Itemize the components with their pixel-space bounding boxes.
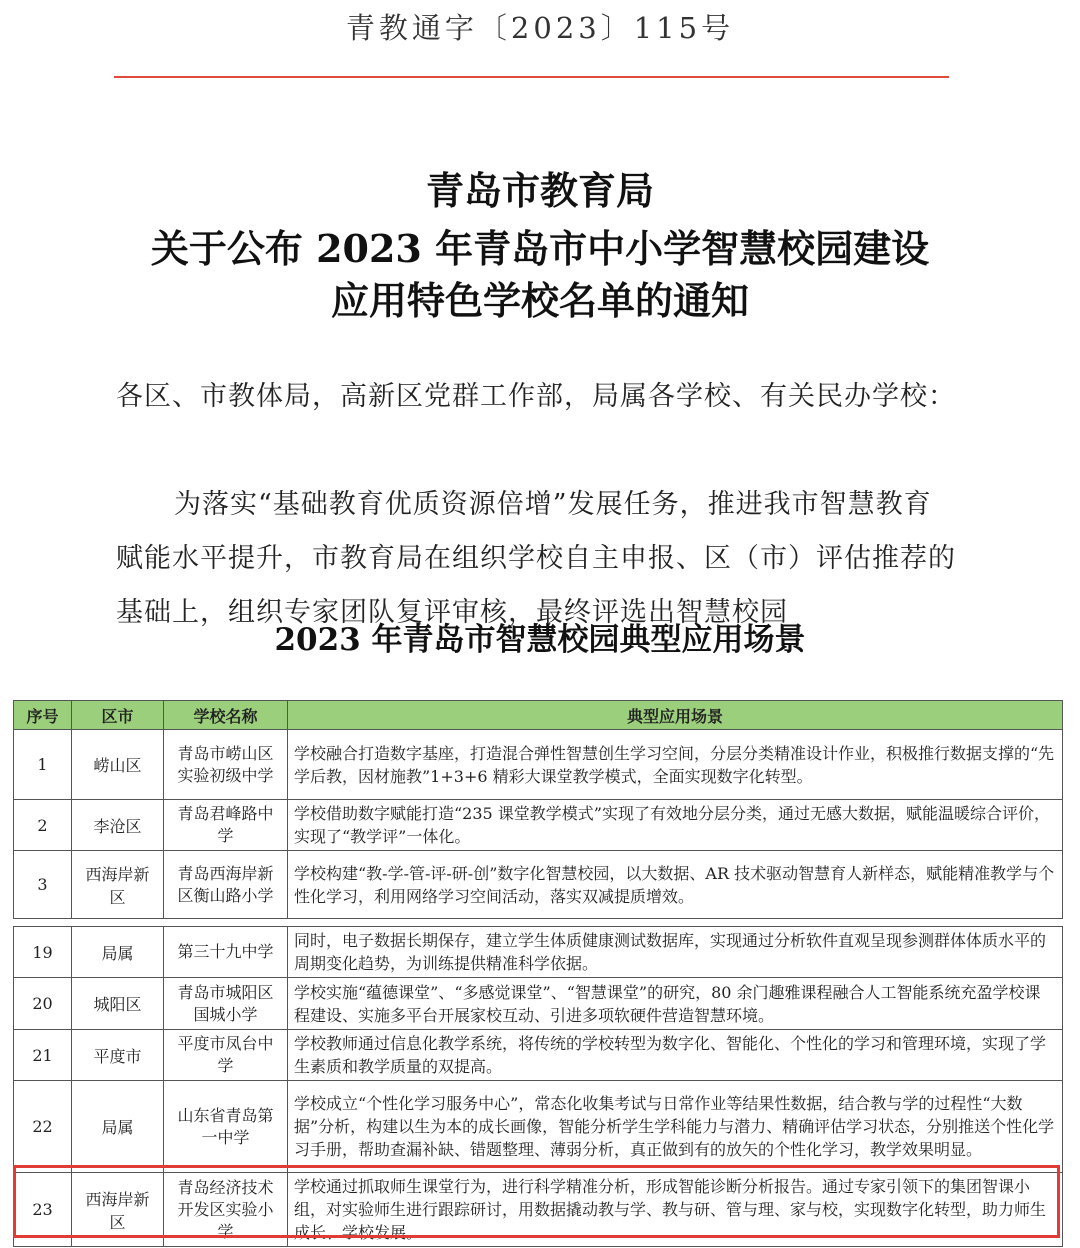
row-no: 20: [14, 978, 72, 1030]
row-district: 局属: [72, 927, 164, 978]
row-scene: 学校构建“教-学-管-评-研-创”数字化智慧校园，以大数据、AR 技术驱动智慧育人新样态，赋能精准教学与个性化学习，利用网络学习空间活动，落实双减提质增效。: [288, 851, 1063, 919]
row-scene: 学校通过抓取师生课堂行为，进行科学精准分析，形成智能诊断分析报告。通过专家引领下的集团智课小组，对实验师生进行跟踪研讨，用数据撬动教与学、教与研、管与理、家与校，实现数字化转型，助力师生成长、学校发展。: [288, 1173, 1063, 1247]
row-no: 2: [14, 800, 72, 851]
title-line-3: 应用特色学校名单的通知: [330, 278, 749, 323]
row-no: 19: [14, 927, 72, 978]
row-district: 平度市: [72, 1030, 164, 1081]
header-scene: 典型应用场景: [288, 701, 1063, 730]
table-row: [14, 927, 1063, 978]
row-district: 西海岸新区: [72, 1173, 164, 1247]
table-row: [14, 1030, 1063, 1081]
row-school: 青岛市城阳区国城小学: [164, 978, 288, 1030]
table-row: [14, 730, 1063, 800]
title-line-2: 关于公布 2023 年青岛市中小学智慧校园建设: [150, 226, 930, 271]
table-row: [14, 851, 1063, 919]
highlight-box: [13, 1165, 1060, 1238]
row-scene: 学校成立“个性化学习服务中心”，常态化收集考试与日常作业等结果性数据，结合教与学的过程性“大数据”分析，构建以生为本的成长画像，智能分析学生学科能力与潜力、精确评估学习状态，分别推送个性化学习手册，帮助查漏补缺、错题整理、薄弱分析，真正做到有的放矢的个性化学习，教学效果明显。: [288, 1081, 1063, 1173]
row-no: 23: [14, 1173, 72, 1247]
row-district: 崂山区: [72, 730, 164, 800]
row-no: 21: [14, 1030, 72, 1081]
row-school: 平度市凤台中学: [164, 1030, 288, 1081]
row-district: 城阳区: [72, 978, 164, 1030]
body-paragraph: 为落实“基础教育优质资源倍增”发展任务，推进我市智慧教育赋能水平提升，市教育局在组织学校自主申报、区（市）评估推荐的基础上，组织专家团队复评审核，最终评选出智慧校园: [116, 489, 956, 628]
row-no: 1: [14, 730, 72, 800]
title-line-1: 青岛市教育局: [425, 168, 654, 213]
header-district: 区市: [72, 701, 164, 730]
row-scene: 学校借助数字赋能打造“235 课堂教学模式”实现了有效地分层分类，通过无感大数据，赋能温暖综合评价，实现了“教学评”一体化。: [288, 800, 1063, 851]
row-scene: 学校教师通过信息化教学系统，将传统的学校转型为数字化、智能化、个性化的学习和管理环境，实现了学生素质和教学质量的双提高。: [288, 1030, 1063, 1081]
row-district: 局属: [72, 1081, 164, 1173]
table-header-row: [14, 701, 1063, 730]
row-scene: 学校实施“蕴德课堂”、“多感觉课堂”、“智慧课堂”的研究，80 余门趣雅课程融合人工智能系统充盈学校课程建设、实施多平台开展家校互动、引进多项软硬件营造智慧环境。: [288, 978, 1063, 1030]
row-school: 第三十九中学: [164, 927, 288, 978]
row-district: 西海岸新区: [72, 851, 164, 919]
row-school: 青岛西海岸新区衡山路小学: [164, 851, 288, 919]
red-divider: [114, 76, 949, 78]
row-school: 山东省青岛第一中学: [164, 1081, 288, 1173]
table-row: [14, 1081, 1063, 1173]
table-row: [14, 978, 1063, 1030]
header-school: 学校名称: [164, 701, 288, 730]
header-no: 序号: [14, 701, 72, 730]
document-number: 青教通字〔2023〕115号: [345, 11, 735, 45]
addressee: 各区、市教体局，高新区党群工作部，局属各学校、有关民办学校：: [116, 381, 956, 412]
table-title: 2023 年青岛市智慧校园典型应用场景: [274, 622, 806, 658]
row-school: 青岛君峰路中学: [164, 800, 288, 851]
row-school: 青岛经济技术开发区实验小学: [164, 1173, 288, 1247]
row-no: 3: [14, 851, 72, 919]
row-school: 青岛市崂山区实验初级中学: [164, 730, 288, 800]
row-scene: 学校融合打造数字基座，打造混合弹性智慧创生学习空间，分层分类精准设计作业，积极推行数据支撑的“先学后教，因材施教”1+3+6 精彩大课堂教学模式，全面实现数字化转型。: [288, 730, 1063, 800]
table-row: [14, 800, 1063, 851]
row-scene: 同时，电子数据长期保存，建立学生体质健康测试数据库，实现通过分析软件直观呈现参测群体体质水平的周期变化趋势，为训练提供精准科学依据。: [288, 927, 1063, 978]
row-no: 22: [14, 1081, 72, 1173]
scene-table-top: [13, 700, 1063, 919]
row-district: 李沧区: [72, 800, 164, 851]
